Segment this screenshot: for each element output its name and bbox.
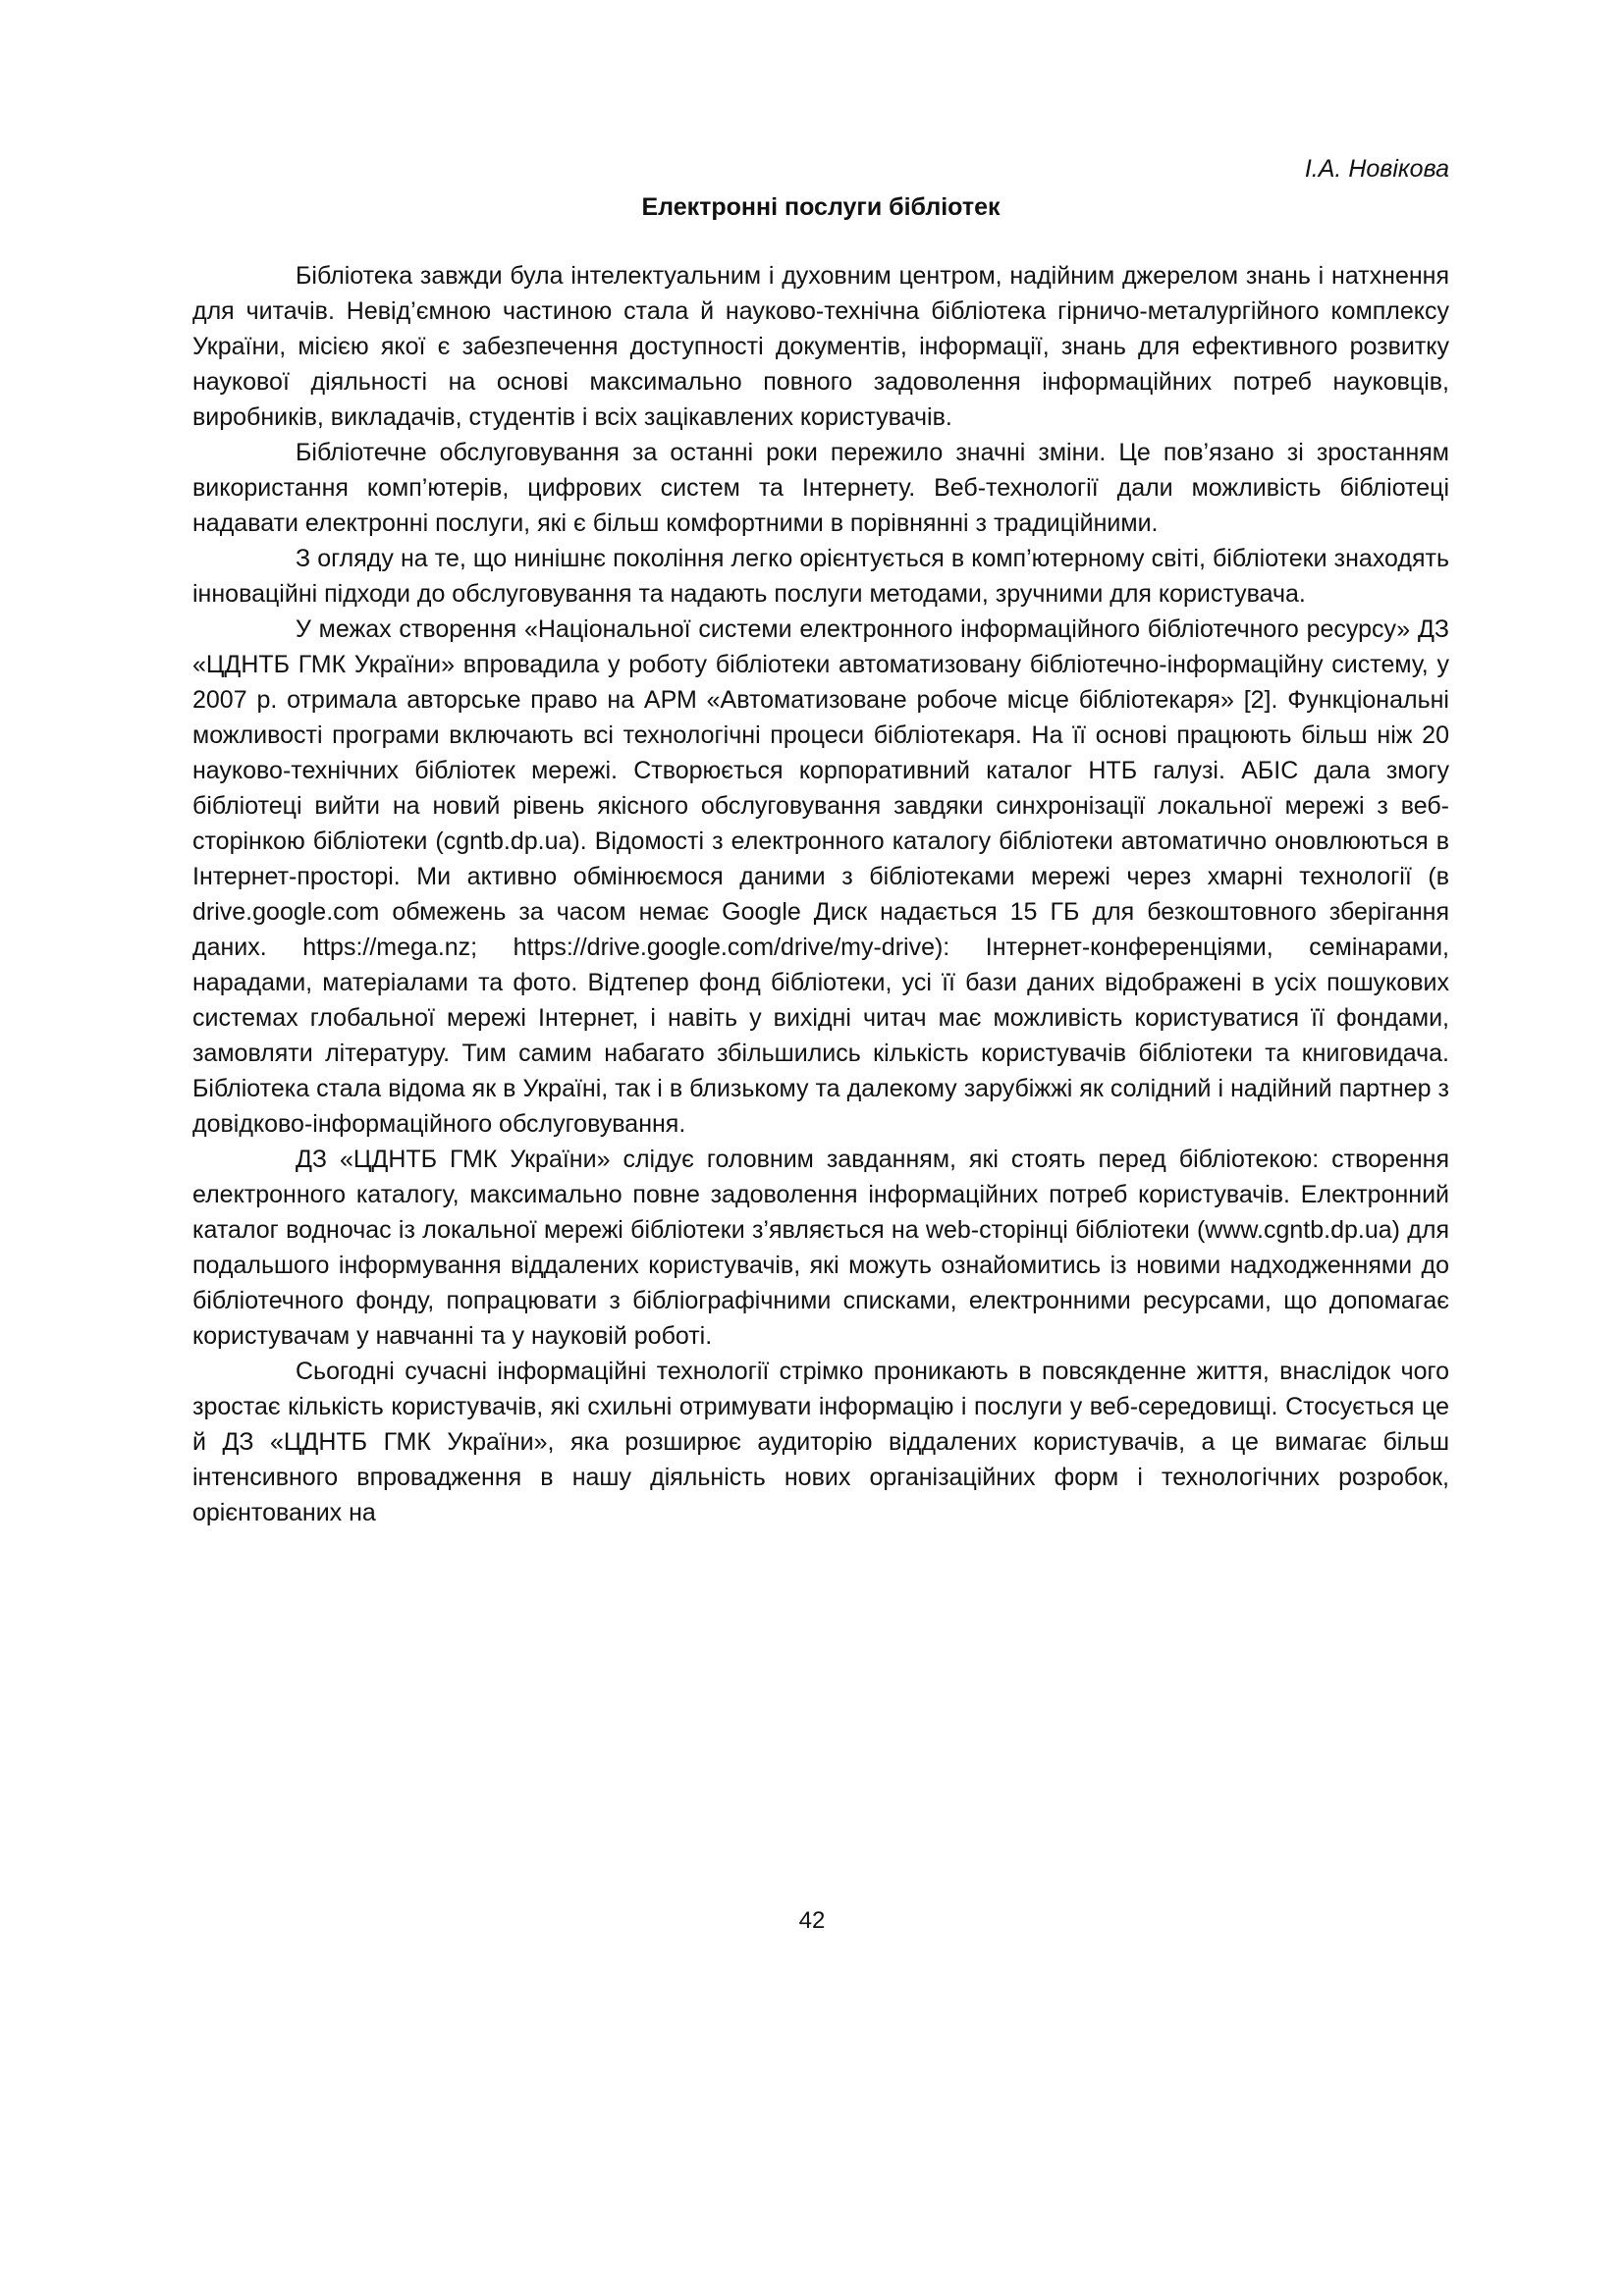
paragraph-5: ДЗ «ЦДНТБ ГМК України» слідує головним завданням, які стоять перед бібліотекою: створення електронного каталогу, максимально повне задоволення інформаційних потреб користувачів. Електронний каталог водночас із локальної мережі бібліотеки з’являється на web-сторінці бібліотеки (www.cgntb.dp.ua) для подальшого інформування віддалених користувачів, які можуть ознайомитись із новими надходженнями до бібліотечного фонду, попрацювати з бібліографічними списками, електронними ресурсами, що допомагає користувачам у навчанні та у науковій роботі.	[192, 1146, 1449, 1350]
paragraph-3: З огляду на те, що нинішнє покоління легко орієнтується в комп’ютерному світі, бібліотеки знаходять інноваційні підходи до обслуговування та надають послуги методами, зручними для користувача.	[192, 545, 1449, 608]
article-body	[192, 258, 1449, 1530]
paragraph-2: Бібліотечне обслуговування за останні роки пережило значні зміни. Це пов’язано зі зростанням використання комп’ютерів, цифрових систем та Інтернету. Веб-технології дали можливість бібліотеці надавати електронні послуги, які є більш комфортними в порівнянні з традиційними.	[192, 439, 1449, 537]
page-number: 42	[798, 1907, 826, 1934]
paragraph-4: У межах створення «Національної системи електронного інформаційного бібліотечного ресурсу» ДЗ «ЦДНТБ ГМК України» впровадила у роботу бібліотеки автоматизовану бібліотечно-інформаційну систему, у 2007 р. отримала авторське право на АРМ «Автоматизоване робоче місце бібліотекаря» [2]. Функціональні можливості програми включають всі технологічні процеси бібліотекаря. На її основі працюють більш ніж 20 науково-технічних бібліотек мережі. Створюється корпоративний каталог НТБ галузі. АБІС дала змогу бібліотеці вийти на новий рівень якісного обслуговування завдяки синхронізації локальної мережі з веб-сторінкою бібліотеки (cgntb.dp.ua). Відомості з електронного каталогу бібліотеки автоматично оновлюються в Інтернет-просторі. Ми активно обмінюємося даними з бібліотеками мережі через хмарні технології (в drive.google.com обмежень за часом немає Google Диск надається 15 ГБ для безкоштовного зберігання даних. https://mega.nz; https://drive.google.com/drive/my-drive): Інтернет-конференціями, семінарами, нарадами, матеріалами та фото. Відтепер фонд бібліотеки, усі її бази даних відображені в усіх пошукових системах глобальної мережі Інтернет, і навіть у вихідні читач має можливість користуватися її фондами, замовляти літературу. Тим самим набагато збільшились кількість користувачів бібліотеки та книговидача. Бібліотека стала відома як в Україні, так і в близькому та далекому зарубіжжі як солідний і надійний партнер з довідково-інформаційного обслуговування.	[192, 615, 1449, 1138]
article-title: Електронні послуги бібліотек	[641, 193, 1001, 221]
author-name: І.А. Новікова	[1304, 155, 1449, 183]
paragraph-6: Сьогодні сучасні інформаційні технології стрімко проникають в повсякденне життя, внаслідок чого зростає кількість користувачів, які схильні отримувати інформацію і послуги у веб-середовищі. Стосується це й ДЗ «ЦДНТБ ГМК України», яка розширює аудиторію віддалених користувачів, а це вимагає більш інтенсивного впровадження в нашу діяльність нових організаційних форм і технологічних розробок, орієнтованих на	[192, 1358, 1449, 1526]
paragraph-1: Бібліотека завжди була інтелектуальним і духовним центром, надійним джерелом знань і натхнення для читачів. Невід’ємною частиною стала й науково-технічна бібліотека гірничо-металургійного комплексу України, місією якої є забезпечення доступності документів, інформації, знань для ефективного розвитку наукової діяльності на основі максимально повного задоволення інформаційних потреб науковців, виробників, викладачів, студентів і всіх зацікавлених користувачів.	[192, 262, 1449, 431]
